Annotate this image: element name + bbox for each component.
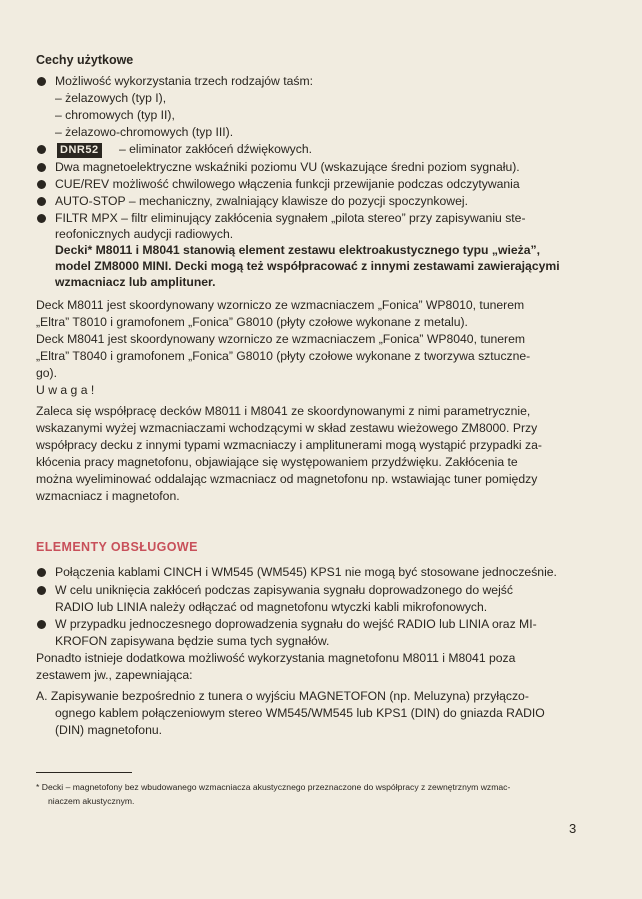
- bullet-dot: [37, 197, 46, 206]
- note-heading: U w a g a !: [36, 383, 95, 397]
- usage-option-a: (DIN) magnetofonu.: [55, 723, 163, 737]
- feature-tapes-line: Możliwość wykorzystania trzech rodzajów taśm:: [55, 74, 314, 88]
- footnote-divider: [36, 772, 132, 773]
- feature-tapes-sub: – chromowych (typ II),: [55, 108, 175, 122]
- paragraph-m8011: „Eltra” T8010 i gramofonem „Fonica” G8010 (płyty czołowe wykonane z metalu).: [36, 315, 468, 329]
- section-heading-controls: ELEMENTY OBSŁUGOWE: [36, 540, 198, 554]
- feature-mpx-filter: FILTR MPX – filtr eliminujący zakłócenia sygnałem „pilota stereo” przy zapisywaniu ste-: [55, 211, 526, 225]
- extra-usage-intro: Ponadto istnieje dodatkowa możliwość wykorzystania magnetofonu M8011 i M8041 poza: [36, 651, 516, 665]
- paragraph-recommendation: Zaleca się współpracę decków M8011 i M8041 ze skoordynowanymi z nimi parametrycznie,: [36, 404, 531, 418]
- feature-dnr-text: – eliminator zakłóceń dźwiękowych.: [118, 142, 313, 156]
- paragraph-m8011: Deck M8011 jest skoordynowany wzorniczo ze wzmacniaczem „Fonica” WP8010, tunerem: [36, 298, 525, 312]
- bullet-dot: [37, 180, 46, 189]
- bullet-dot: [37, 214, 46, 223]
- tower-set-note: wzmacniacz lub amplituner.: [55, 275, 216, 289]
- paragraph-recommendation: można wyeliminować oddalając wzmacniacz od magnetofonu np. wstawiając tuner pomiędzy: [36, 472, 538, 486]
- footnote-text: niaczem akustycznym.: [48, 796, 135, 806]
- feature-auto-stop: AUTO-STOP – mechaniczny, zwalniający klawisze do pozycji spoczynkowej.: [55, 194, 468, 208]
- paragraph-recommendation: kłócenia pracy magnetofonu, objawiające się występowaniem przydźwięku. Zakłócenia te: [36, 455, 518, 469]
- bullet-dot: [37, 145, 46, 154]
- usage-option-a: A. Zapisywanie bezpośrednio z tunera o wyjściu MAGNETOFON (np. Meluzyna) przyłączo-: [36, 689, 529, 703]
- feature-tapes-sub: – żelazowo-chromowych (typ III).: [55, 125, 234, 139]
- usage-option-a: ognego kablem połączeniowym stereo WM545/WM545 lub KPS1 (DIN) do gniazda RADIO: [55, 706, 545, 720]
- feature-mpx-filter-cont: reofonicznych audycji radiowych.: [55, 227, 234, 241]
- bullet-dot: [37, 568, 46, 577]
- page-number: 3: [569, 821, 577, 836]
- feature-vu-meters: Dwa magnetoelektryczne wskaźniki poziomu VU (wskazujące średni poziom sygnału).: [55, 160, 520, 174]
- paragraph-m8041: go).: [36, 366, 58, 380]
- paragraph-m8041: Deck M8041 jest skoordynowany wzorniczo ze wzmacniaczem „Fonica” WP8040, tunerem: [36, 332, 526, 346]
- bullet-dot: [37, 163, 46, 172]
- paragraph-recommendation: współpracy decku z innymi typami wzmacniaczy i amplitunerami mogą wystąpić przypadki za-: [36, 438, 542, 452]
- bullet-dot: [37, 586, 46, 595]
- feature-tapes-sub: – żelazowych (typ I),: [55, 91, 167, 105]
- dnr-badge: DNR52: [57, 143, 102, 158]
- feature-cue-rev: CUE/REV możliwość chwilowego włączenia funkcji przewijanie podczas odczytywania: [55, 177, 520, 191]
- tower-set-note: model ZM8000 MINI. Decki mogą też współpracować z innymi zestawami zawierającymi: [55, 259, 560, 273]
- paragraph-recommendation: wskazanymi wyżej wzmacniaczami wchodzącymi w skład zestawu wieżowego ZM8000. Przy: [36, 421, 538, 435]
- feature-dnr-line: [57, 141, 312, 158]
- tower-set-note: Decki* M8011 i M8041 stanowią element zestawu elektroakustycznego typu „wieża”,: [55, 243, 540, 257]
- section-heading-features: Cechy użytkowe: [36, 53, 134, 67]
- extra-usage-intro: zestawem jw., zapewniająca:: [36, 668, 193, 682]
- controls-mic-note: W celu uniknięcia zakłóceń podczas zapisywania sygnału doprowadzonego do wejść: [55, 583, 513, 597]
- controls-sum-note: KROFON zapisywana będzie suma tych sygnałów.: [55, 634, 330, 648]
- controls-sum-note: W przypadku jednoczesnego doprowadzenia sygnału do wejść RADIO lub LINIA oraz MI-: [55, 617, 537, 631]
- paragraph-m8041: „Eltra” T8040 i gramofonem „Fonica” G8010 (płyty czołowe wykonane z tworzywa sztuczne-: [36, 349, 531, 363]
- controls-cinch-note: Połączenia kablami CINCH i WM545 (WM545) KPS1 nie mogą być stosowane jednocześnie.: [55, 565, 557, 579]
- bullet-dot: [37, 77, 46, 86]
- controls-mic-note: RADIO lub LINIA należy odłączać od magnetofonu wtyczki kabli mikrofonowych.: [55, 600, 488, 614]
- bullet-dot: [37, 620, 46, 629]
- footnote-text: * Decki – magnetofony bez wbudowanego wzmacniacza akustycznego przeznaczone do współpracy z zewnętrznym wzmac-: [36, 782, 511, 792]
- paragraph-recommendation: wzmacniacz i magnetofon.: [36, 489, 180, 503]
